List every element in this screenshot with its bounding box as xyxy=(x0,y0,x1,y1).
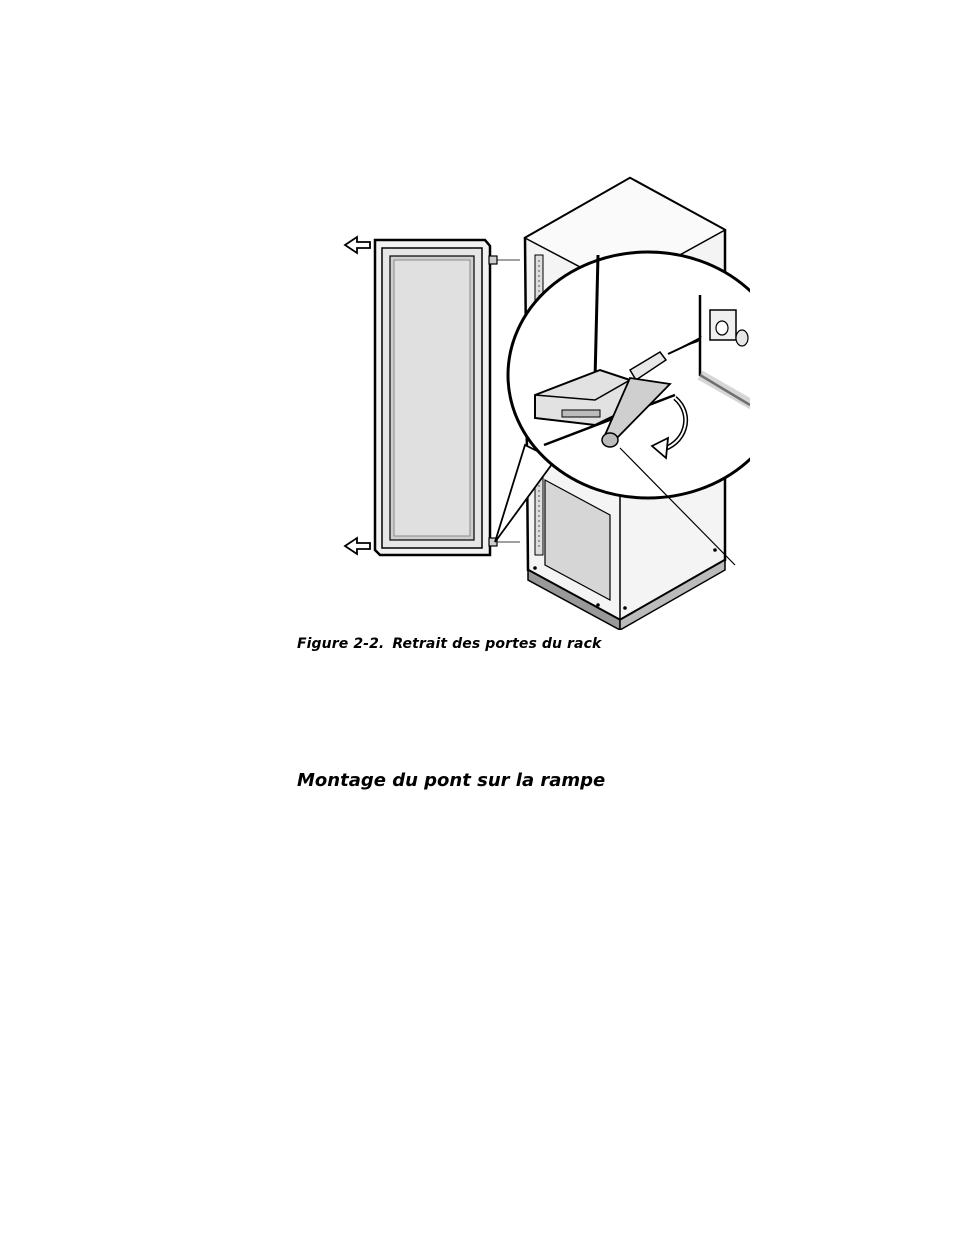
hinge-pin-top xyxy=(489,256,520,264)
figure-label: Figure 2-2. xyxy=(297,636,385,652)
rack-door-figure xyxy=(330,170,750,630)
arrow-left-icon xyxy=(345,237,370,253)
figure-caption xyxy=(297,636,601,652)
section-heading: Montage du pont sur la rampe xyxy=(297,770,606,791)
rack-door-panel xyxy=(375,240,490,555)
rack-door-removal-illustration xyxy=(330,170,750,630)
hinge-pin-bottom xyxy=(489,538,520,546)
arrow-left-icon xyxy=(345,538,370,554)
figure-title: Retrait des portes du rack xyxy=(392,636,602,652)
